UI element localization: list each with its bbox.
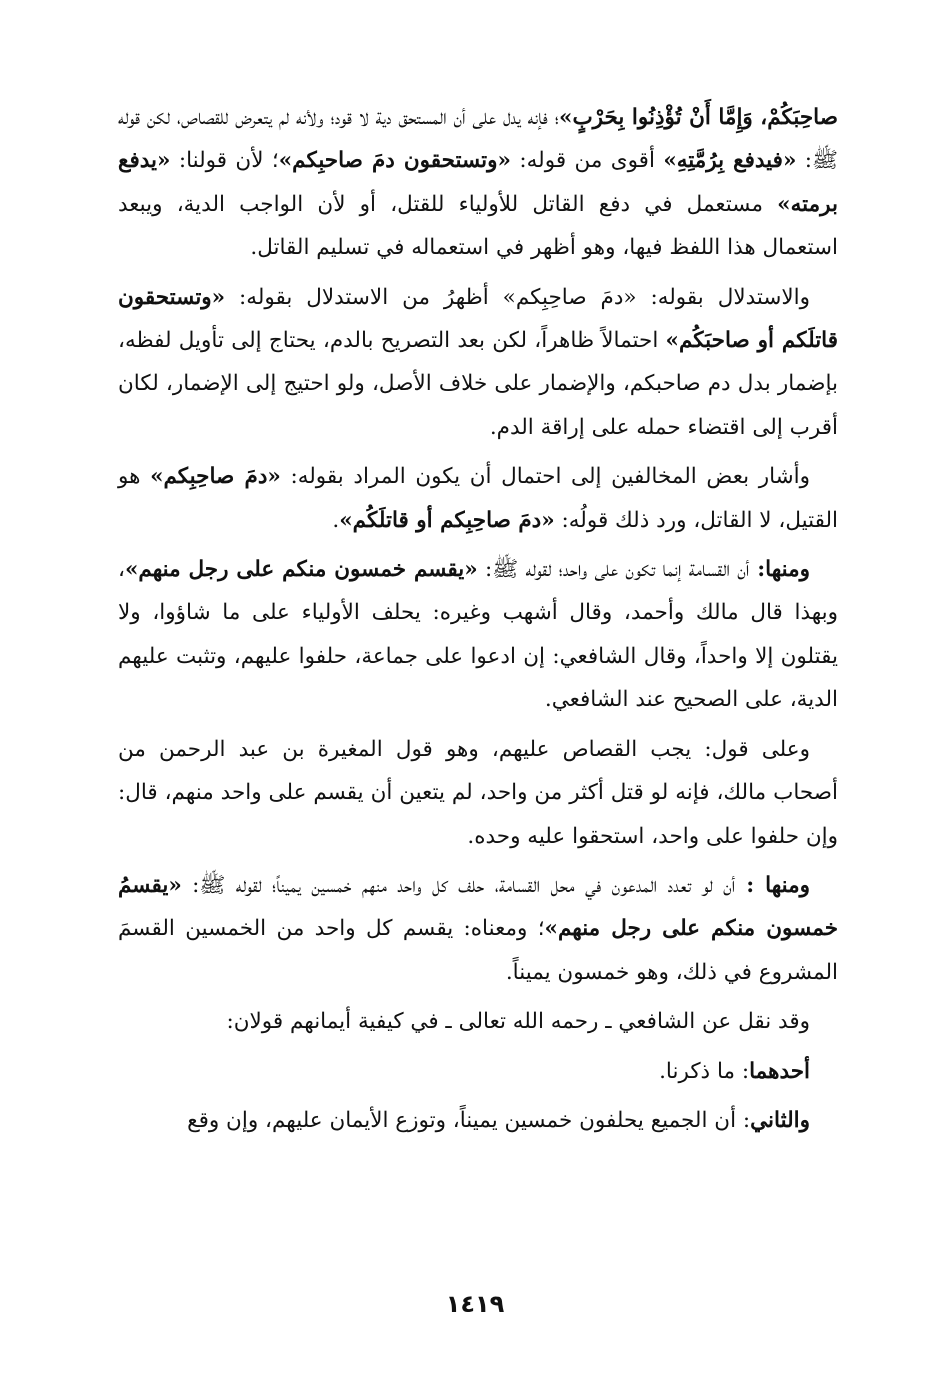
text-run: ، وبهذا قال مالك وأحمد، وقال أشهب وغيره: يحلف الأولياء على ما شاؤوا، ولا يقتلون إلا واحداً، وقال الشافعي: إن ادعوا على جماعة، حلفوا عليهم، وتثبت عليهم الدية، على الصحيح عند الشافعي.: [118, 557, 838, 713]
text-run: وعلى قول: يجب القصاص عليهم، وهو قول المغيرة بن عبد الرحمن من أصحاب مالك، فإنه لو قتل أكثر من واحد، لم يتعين أن يقسم على واحد منهم، قال: وإن حلفوا على واحد، استحقوا عليه وحده.: [118, 736, 838, 849]
section-lead: أحدهما: [749, 1058, 810, 1084]
hadith-quote: «فيدفع بِرُمَّتِهِ»: [663, 148, 797, 174]
text-run: أقوى من قوله:: [511, 148, 664, 174]
paragraph-4: [118, 548, 838, 722]
quran-quote: صاحِبَكُمْ، وَإِمَّا أَنْ تُؤْذِنُوا بِحَرْبٍ»: [559, 105, 838, 130]
section-lead: ومنها :: [735, 872, 811, 898]
text-run: والاستدلال بقوله: «دمَ صاحِبِكم» أظهرُ من الاستدلال بقوله:: [225, 284, 810, 310]
text-run: ؛ فإنه يدل على أن المستحق دية لا قود؛ ولأنه لم يتعرض للقصاص، لكن قوله ﷺ:: [118, 105, 838, 174]
hadith-quote: «دمَ صاحِبِكم»: [150, 464, 281, 490]
text-run: ؛ ومعناه: يقسم كل واحد من الخمسين القسمَ المشروع في ذلك، وهو خمسون يميناً.: [118, 916, 838, 985]
paragraph-5: [118, 728, 838, 858]
text-run: .: [332, 507, 340, 533]
text-run: : ما ذكرنا.: [659, 1058, 750, 1084]
text-run: ؛ لأن قولنا:: [170, 148, 279, 174]
hadith-quote: «يقسم خمسون منكم على رجل منهم»: [124, 557, 478, 583]
text-run: وقد نقل عن الشافعي ـ رحمه الله تعالى ـ في كيفية أيمانهم قولان:: [226, 1009, 810, 1035]
section-lead: والثاني: [750, 1107, 810, 1133]
page-number: ١٤١٩: [445, 1290, 505, 1318]
paragraph-1: [118, 96, 838, 270]
text-run: هو القتيل، لا القاتل، ورد ذلك قولُه:: [118, 464, 838, 533]
hadith-quote: «يدفع برمته»: [118, 148, 838, 217]
hadith-quote: «دمَ صاحِبِكم أو قاتلَكُم»: [339, 507, 555, 533]
section-lead: ومنها:: [749, 557, 810, 583]
text-run: مستعمل في دفع القاتل للأولياء للقتل، أو لأن الواجب الدية، ويبعد استعمال هذا اللفظ فيها، وهو أظهر في استعماله في تسليم القاتل.: [118, 191, 838, 261]
paragraph-2: [118, 276, 838, 450]
text-run: أن لو تعدد المدعون في محل القسامة، حلف كل واحد منهم خمسين يميناً؛ لقوله ﷺ:: [181, 872, 736, 898]
text-run: احتمالاً ظاهراً، لكن بعد التصريح بالدم، يحتاج إلى تأويل لفظه، بإضمار بدل دم صاحبكم، والإضمار على خلاف الأصل، ولو احتيج إلى الإضمار، لكان أقرب إلى اقتضاء حمله على إراقة الدم.: [118, 328, 838, 440]
body-text: [118, 96, 838, 1148]
text-run: : أن الجميع يحلفون خمسين يميناً، وتوزع الأيمان عليهم، وإن وقع: [187, 1107, 751, 1133]
hadith-quote: «يقسمُ خمسون منكم على رجل منهم»: [118, 872, 838, 942]
paragraph-7: [118, 1000, 838, 1043]
paragraph-6: [118, 864, 838, 994]
paragraph-3: [118, 455, 838, 542]
hadith-quote: «وتستحقون قاتلَكم أو صاحبَكُم»: [118, 284, 838, 354]
text-run: وأشار بعض المخالفين إلى احتمال أن يكون المراد بقوله:: [280, 464, 811, 490]
hadith-quote: «وتستحقون دمَ صاحبِكم»: [278, 148, 511, 174]
text-run: أن القسامة إنما تكون على واحد؛ لقوله ﷺ:: [477, 557, 750, 583]
paragraph-9: [118, 1099, 838, 1142]
paragraph-8: [118, 1050, 838, 1093]
